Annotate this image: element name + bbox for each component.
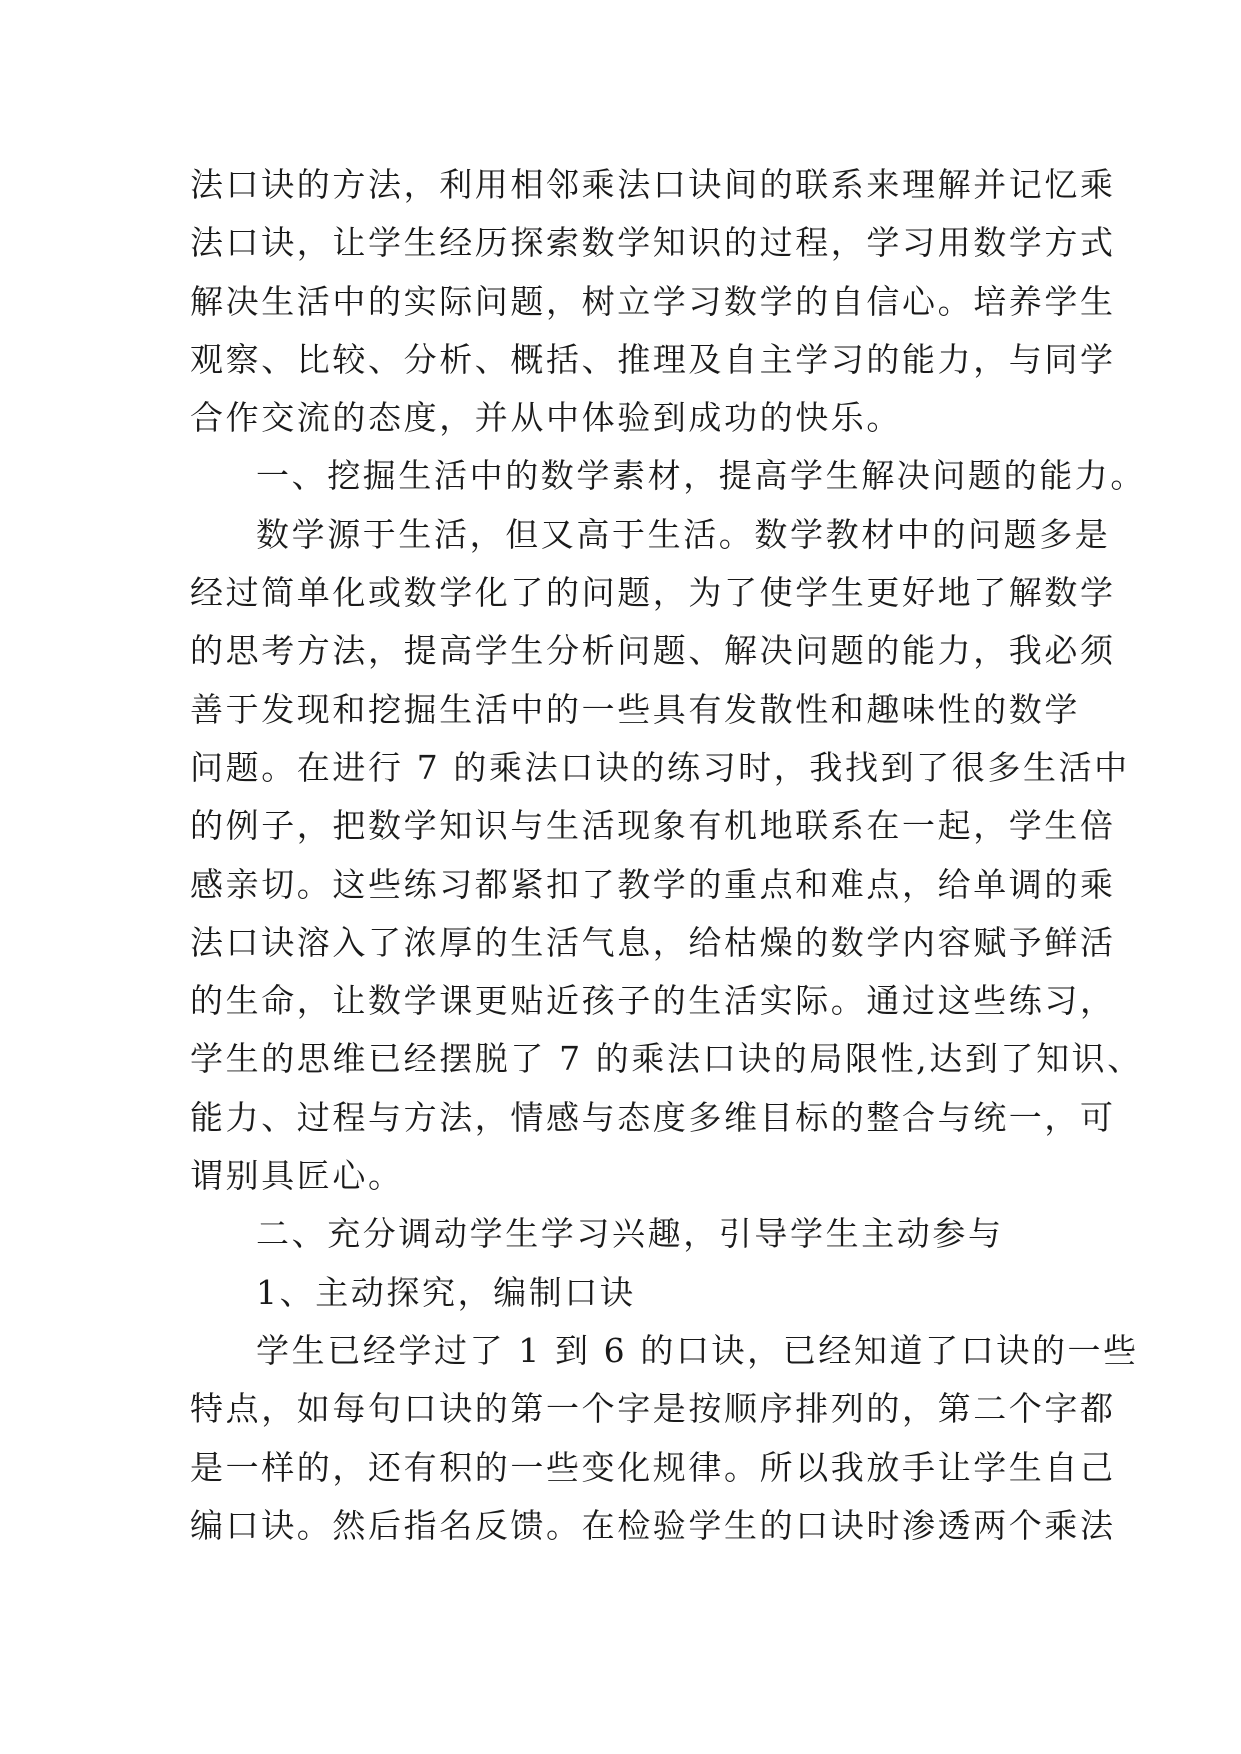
text-line: 感亲切。这些练习都紧扣了教学的重点和难点，给单调的乘: [190, 864, 1116, 904]
text-line: 学生已经学过了 1 到 6 的口诀，已经知道了口诀的一些: [256, 1330, 1139, 1370]
text-line: 合作交流的态度，并从中体验到成功的快乐。: [190, 398, 902, 438]
text-line: 特点，如每句口诀的第一个字是按顺序排列的，第二个字都: [190, 1389, 1116, 1429]
text-line: 二、充分调动学生学习兴趣，引导学生主动参与: [256, 1214, 1004, 1254]
text-line: 善于发现和挖掘生活中的一些具有发散性和趣味性的数学: [190, 689, 1080, 729]
text-line: 的生命，让数学课更贴近孩子的生活实际。通过这些练习，: [190, 981, 1116, 1021]
text-line: 能力、过程与方法，情感与态度多维目标的整合与统一，可: [190, 1097, 1116, 1137]
text-line: 的思考方法，提高学生分析问题、解决问题的能力，我必须: [190, 631, 1116, 671]
text-line: 谓别具匠心。: [190, 1156, 404, 1196]
text-line: 编口诀。然后指名反馈。在检验学生的口诀时渗透两个乘法: [190, 1505, 1116, 1545]
text-line: 法口诀溶入了浓厚的生活气息，给枯燥的数学内容赋予鲜活: [190, 922, 1116, 962]
text-line: 一、挖掘生活中的数学素材，提高学生解决问题的能力。: [256, 456, 1146, 496]
text-line: 数学源于生活，但又高于生活。数学教材中的问题多是: [256, 514, 1111, 554]
text-line: 1、主动探究，编制口诀: [256, 1272, 636, 1312]
document-body: [190, 156, 1146, 1555]
text-line: 法口诀的方法，利用相邻乘法口诀间的联系来理解并记忆乘: [190, 165, 1116, 204]
text-line: 经过简单化或数学化了的问题，为了使学生更好地了解数学: [190, 573, 1116, 613]
text-line: 问题。在进行 7 的乘法口诀的练习时，我找到了很多生活中: [190, 747, 1130, 787]
text-line: 观察、比较、分析、概括、推理及自主学习的能力，与同学: [190, 339, 1116, 379]
text-line: 学生的思维已经摆脱了 7 的乘法口诀的局限性,达到了知识、: [190, 1039, 1143, 1079]
text-line: 法口诀，让学生经历探索数学知识的过程，学习用数学方式: [190, 223, 1116, 263]
text-line: 的例子，把数学知识与生活现象有机地联系在一起，学生倍: [190, 806, 1116, 846]
text-line: 解决生活中的实际问题，树立学习数学的自信心。培养学生: [190, 281, 1116, 321]
text-line: 是一样的，还有积的一些变化规律。所以我放手让学生自己: [190, 1447, 1116, 1487]
